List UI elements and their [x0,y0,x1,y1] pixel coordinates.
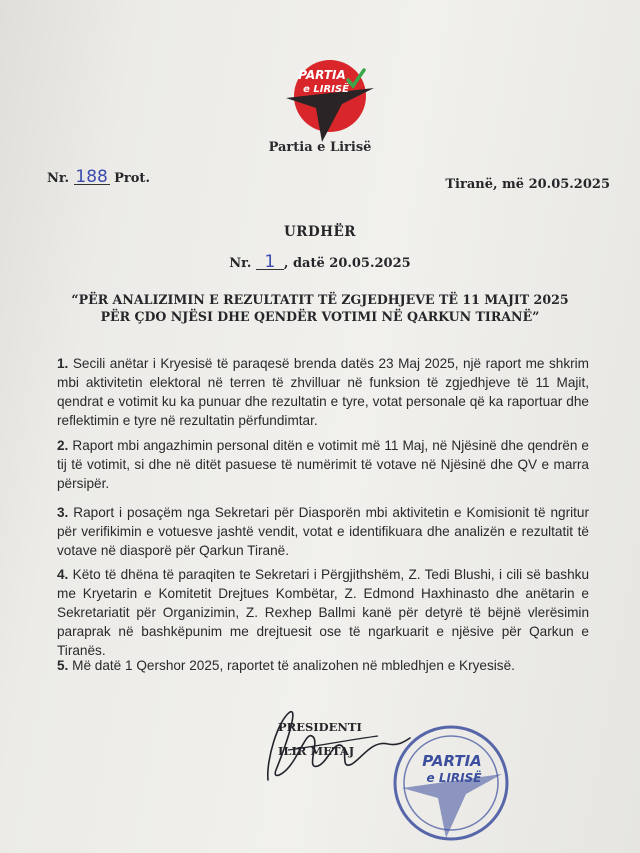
party-name: Partia e Lirisë [268,140,372,155]
document-title: URDHËR [284,224,356,240]
party-logo [282,56,378,146]
order-nr-label: Nr. [229,256,252,271]
nr-label: Nr. [47,171,70,186]
nr-value: 188 [75,167,108,187]
item-number: 1. [57,356,69,371]
place-date: Tiranë, më 20.05.2025 [445,177,610,192]
item-text: Secili anëtar i Kryesisë të paraqesë brenda datës 23 Maj 2025, një raport me shkrim mbi aktivitetin elektoral në terren të zhvilluar në funksion të zgjedhjeve të 11 Majit, qendrat e votimit ku ka punuar dhe rezultatin e tyre, votat personale që ka raportuar dhe reflektimin e tyre në rezultatin përfundimtar. [57,356,589,428]
item-number: 2. [57,438,69,453]
signatory-name: ILIR METAJ [278,744,355,758]
order-nr-value: 1 [256,255,284,270]
item-text: Këto të dhëna të paraqiten te Sekretari i Përgjithshëm, Z. Tedi Blushi, i cili së bashku me Kryetarin e Komitetit Drejtues Kombëtar, Z. Edmond Haxhinasto dhe anëtarin e Sekretariatit për Organizimin, Z. Rexhep Ballmi kanë për detyrë të bëjnë vlerësimin paraprak në bashkëpunim me drejtuesit ose të ngarkuarit e njësive për Qarkun e Tiranës. [57,567,590,658]
protocol-number [47,167,150,187]
heading-line-1: “PËR ANALIZIMIN E REZULTATIT TË ZGJEDHJEVE TË 11 MAJIT 2025 [71,292,569,307]
item-text: Raport mbi angazhimin personal ditën e votimit më 11 Maj, në Njësinë dhe qendrën e tij të votimit, si dhe në ditët pasuese të numërimit të votave në Njësinë dhe QV e marra përsipër. [57,438,589,491]
order-number [0,252,640,272]
list-item [57,354,589,430]
list-item [57,565,589,660]
signatory-role: PRESIDENTI [278,720,362,734]
heading-line-2: PËR ÇDO NJËSI DHE QENDËR VOTIMI NË QARKUN TIRANË” [100,309,540,324]
item-number: 4. [57,567,69,582]
party-stamp [390,722,512,844]
logo-text-line2: e LIRISË [303,84,349,95]
item-number: 5. [57,658,69,673]
order-date: , datë 20.05.2025 [283,256,411,271]
prot-label: Prot. [114,171,150,186]
list-item [57,436,589,493]
item-text: Më datë 1 Qershor 2025, raportet të analizohen në mbledhjen e Kryesisë. [72,658,515,673]
item-text: Raport i posaçëm nga Sekretari për Diasporën mbi aktivitetin e Komisionit të ngritur për verifikimin e votuesve jashtë vendit, votat e identifikuara dhe analizën e rezultatit të votave në diasporë për Qarkun Tiranë. [57,505,589,558]
order-heading [40,291,600,325]
list-item [57,503,589,560]
item-number: 3. [57,505,69,520]
logo-text-line1: PARTIA [298,68,346,82]
stamp-text-line2: e LIRISË [426,771,482,785]
stamp-text-line1: PARTIA [422,752,482,770]
list-item [57,656,589,675]
